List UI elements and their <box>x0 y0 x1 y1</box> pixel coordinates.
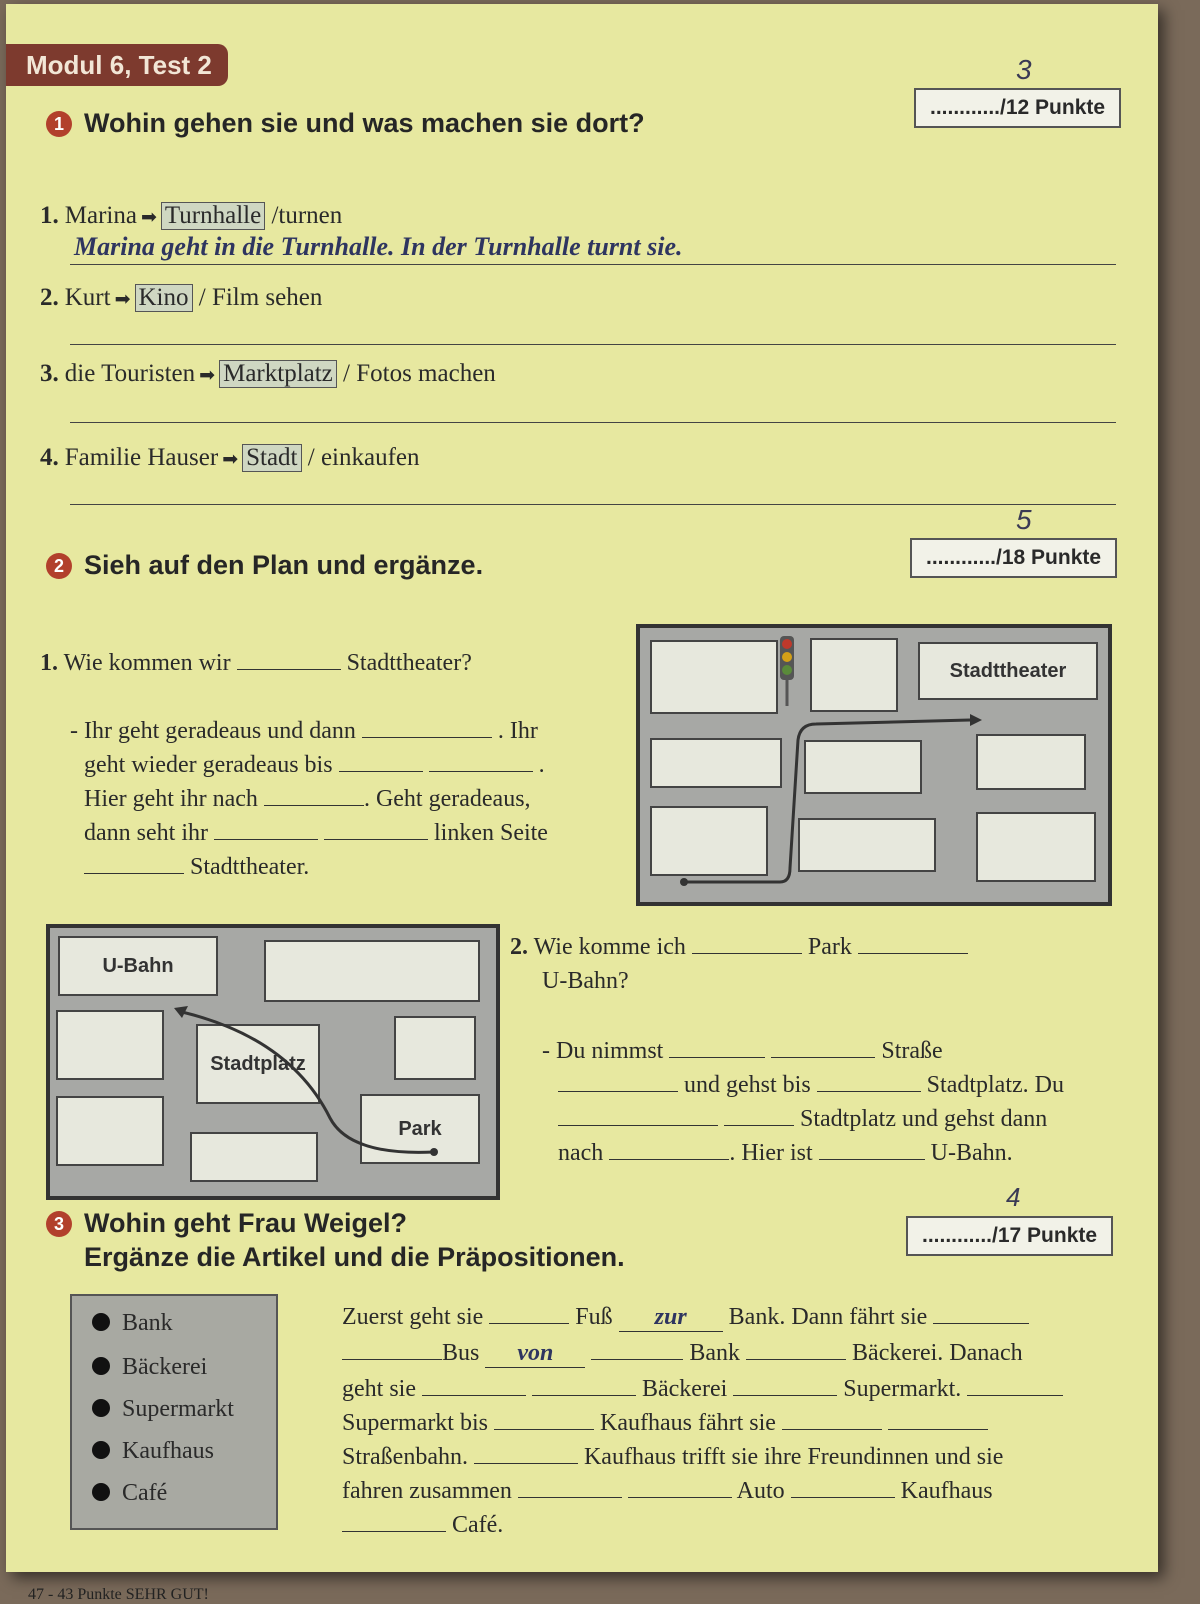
s2-q1-line2 <box>70 718 538 745</box>
bullet-icon <box>92 1483 110 1501</box>
blank[interactable] <box>342 1341 442 1360</box>
section3-score: 4 <box>1006 1182 1021 1212</box>
section2-number: 2 <box>46 553 72 579</box>
text: fahren zusammen <box>342 1478 512 1504</box>
item-subject: Marina <box>64 202 137 229</box>
s2-q1-line1 <box>40 650 472 677</box>
text: Kaufhaus fährt sie <box>599 1410 776 1436</box>
route-line <box>684 720 970 882</box>
s2-q2-line3 <box>542 1038 943 1065</box>
s1-item-3 <box>40 360 496 388</box>
item-subject: die Touristen <box>64 360 196 387</box>
blank[interactable] <box>746 1341 846 1360</box>
route-start <box>680 878 688 886</box>
traffic-light-green <box>782 665 792 675</box>
blank[interactable] <box>858 935 968 954</box>
blank[interactable] <box>967 1377 1063 1396</box>
route-start <box>430 1148 438 1156</box>
text: Wie kommen wir <box>63 650 231 676</box>
section2-title: Sieh auf den Plan und ergänze. <box>84 550 484 580</box>
blank[interactable] <box>791 1479 895 1498</box>
text: Café. <box>452 1512 504 1538</box>
s2-q2-line1 <box>510 934 968 961</box>
text: Bus <box>442 1340 480 1366</box>
legend-label: Bäckerei <box>122 1354 208 1380</box>
blank[interactable] <box>558 1073 678 1092</box>
s2-q1-line6 <box>84 854 309 881</box>
text: Stadtplatz. Du <box>926 1072 1064 1098</box>
text: Zuerst geht sie <box>342 1304 484 1330</box>
blank[interactable] <box>494 1411 594 1430</box>
question-number: 1. <box>40 650 58 676</box>
text: und gehst bis <box>684 1072 811 1098</box>
blank[interactable] <box>518 1479 622 1498</box>
bullet-icon <box>92 1313 110 1331</box>
s2-q1-line3 <box>84 752 545 779</box>
section1-title: Wohin gehen sie und was machen sie dort? <box>84 108 645 138</box>
blank[interactable] <box>591 1341 683 1360</box>
blank[interactable] <box>692 935 802 954</box>
section1-heading <box>46 108 645 138</box>
item-number: 3. <box>40 360 59 387</box>
text: - Du nimmst <box>542 1038 664 1064</box>
text: linken Seite <box>433 820 548 846</box>
text: Fuß <box>575 1304 613 1330</box>
s3-line4 <box>342 1410 988 1437</box>
section2-heading <box>46 550 483 580</box>
s2-q2-line4 <box>558 1072 1064 1099</box>
item-number: 2. <box>40 284 59 311</box>
item-activity: /turnen <box>271 202 343 229</box>
map-block-stadtplatz: Stadtplatz <box>196 1024 320 1104</box>
s2-q1-line5 <box>84 820 548 847</box>
bullet-icon <box>92 1357 110 1375</box>
s3-line2 <box>342 1340 1023 1368</box>
route-path-2 <box>50 928 496 1196</box>
section2-points-box: ............/18 Punkte <box>910 538 1117 578</box>
text: . Ihr <box>497 718 538 744</box>
route-path-1 <box>640 628 1108 902</box>
s3-line7 <box>342 1512 503 1539</box>
text: Wie komme ich <box>533 934 686 960</box>
filled-blank[interactable]: zur <box>619 1304 723 1332</box>
text: Supermarkt. <box>843 1376 962 1402</box>
s1-item-4 <box>40 444 420 472</box>
item-activity: / Fotos machen <box>343 360 496 387</box>
map-block-stadttheater: Stadttheater <box>918 642 1098 700</box>
text: U-Bahn. <box>930 1140 1013 1166</box>
blank[interactable] <box>771 1039 875 1058</box>
text: geht sie <box>342 1376 416 1402</box>
map-block-ubahn: U-Bahn <box>58 936 218 996</box>
question-number: 2. <box>510 934 528 960</box>
item-number: 1. <box>40 202 59 229</box>
text: Auto <box>736 1478 785 1504</box>
arrow-right-icon: ➡ <box>114 288 131 310</box>
legend-label: Kaufhaus <box>122 1438 214 1464</box>
section3-heading <box>46 1208 407 1238</box>
s2-q2-line2: U-Bahn? <box>542 968 629 994</box>
blank[interactable] <box>214 821 318 840</box>
legend-item <box>92 1310 173 1337</box>
text: . <box>538 752 545 778</box>
item-number: 4. <box>40 444 59 471</box>
blank[interactable] <box>342 1513 446 1532</box>
blank[interactable] <box>782 1411 882 1430</box>
blank[interactable] <box>429 753 533 772</box>
traffic-light-red <box>782 639 792 649</box>
text: geht wieder geradeaus bis <box>84 752 333 778</box>
blank[interactable] <box>489 1305 569 1324</box>
item-place: Turnhalle <box>161 202 265 230</box>
section3-title2: Ergänze die Artikel und die Präpositionen. <box>84 1242 625 1272</box>
text: Bank <box>689 1340 741 1366</box>
section3-number: 3 <box>46 1211 72 1237</box>
s1-answer-1: Marina geht in die Turnhalle. In der Turnhalle turnt sie. <box>74 232 683 261</box>
text: Straße <box>881 1038 943 1064</box>
blank[interactable] <box>817 1073 921 1092</box>
section1-number: 1 <box>46 111 72 137</box>
blank[interactable] <box>628 1479 732 1498</box>
text: - Ihr geht geradeaus und dann <box>70 718 356 744</box>
worksheet-page <box>6 4 1158 1572</box>
map-block-park: Park <box>360 1094 480 1164</box>
text: Park <box>807 934 852 960</box>
blank[interactable] <box>888 1411 988 1430</box>
item-subject: Familie Hauser <box>64 444 219 471</box>
blank[interactable] <box>237 651 341 670</box>
item-place: Kino <box>135 284 193 312</box>
section1-score: 3 <box>1016 54 1032 85</box>
text: Bank. Dann fährt sie <box>728 1304 928 1330</box>
traffic-light-yellow <box>782 652 792 662</box>
blank[interactable] <box>819 1141 925 1160</box>
item-activity: / einkaufen <box>307 444 420 471</box>
text: dann seht ihr <box>84 820 208 846</box>
arrow-right-icon: ➡ <box>199 364 216 386</box>
city-map-1 <box>636 624 1112 906</box>
legend-item <box>92 1354 207 1381</box>
blank[interactable] <box>933 1305 1029 1324</box>
blank[interactable] <box>339 753 423 772</box>
text: . Hier ist <box>729 1140 813 1166</box>
s3-line1 <box>342 1304 1029 1332</box>
text: Bäckerei <box>641 1376 728 1402</box>
blank[interactable] <box>558 1107 718 1126</box>
legend-item <box>92 1438 214 1465</box>
section3-title1: Wohin geht Frau Weigel? <box>84 1208 407 1238</box>
text: nach <box>558 1140 604 1166</box>
route-line <box>182 1012 434 1152</box>
bullet-icon <box>92 1441 110 1459</box>
blank[interactable] <box>422 1377 526 1396</box>
section1-points-box: ............/12 Punkte <box>914 88 1121 128</box>
item-subject: Kurt <box>64 284 111 311</box>
legend-label: Supermarkt <box>122 1396 234 1422</box>
s2-q2-line6 <box>558 1140 1013 1167</box>
blank[interactable] <box>532 1377 636 1396</box>
blank[interactable] <box>609 1141 729 1160</box>
arrow-right-icon: ➡ <box>140 206 157 228</box>
blank[interactable] <box>264 787 364 806</box>
legend-label: Bank <box>122 1310 173 1336</box>
blank[interactable] <box>733 1377 837 1396</box>
section3-points-box: ............/17 Punkte <box>906 1216 1113 1256</box>
arrow-right-icon: ➡ <box>222 448 239 470</box>
blank[interactable] <box>84 855 184 874</box>
answer-line-2[interactable] <box>70 344 1116 345</box>
s2-q2-line5 <box>558 1106 1047 1133</box>
legend-item <box>92 1480 167 1507</box>
section2-score: 5 <box>1016 504 1032 535</box>
item-place: Stadt <box>242 444 301 472</box>
text: Stadttheater. <box>190 854 310 880</box>
text: Stadtplatz und gehst dann <box>800 1106 1048 1132</box>
text: Stadttheater? <box>346 650 472 676</box>
s1-item-1 <box>40 202 342 230</box>
answer-line-1[interactable] <box>70 264 1116 265</box>
text: Kaufhaus trifft sie ihre Freundinnen und sie <box>583 1444 1004 1470</box>
footer-score-scale: 47 - 43 Punkte SEHR GUT! <box>28 1586 209 1603</box>
legend-label: Café <box>122 1480 168 1506</box>
blank[interactable] <box>669 1039 765 1058</box>
answer-line-3[interactable] <box>70 422 1116 423</box>
blank[interactable] <box>724 1107 794 1126</box>
city-map-2 <box>46 924 500 1200</box>
text: Kaufhaus <box>900 1478 993 1504</box>
modul-tab: Modul 6, Test 2 <box>6 44 228 86</box>
s3-line3 <box>342 1376 1063 1403</box>
item-activity: / Film sehen <box>198 284 323 311</box>
answer-line-4[interactable] <box>70 504 1116 505</box>
text: Hier geht ihr nach <box>84 786 258 812</box>
blank[interactable] <box>474 1445 578 1464</box>
text: Straßenbahn. <box>342 1444 468 1470</box>
filled-blank[interactable]: von <box>485 1340 585 1368</box>
s3-line5 <box>342 1444 1003 1471</box>
blank[interactable] <box>324 821 428 840</box>
s2-q1-line4 <box>84 786 531 813</box>
route-arrowhead <box>970 714 982 726</box>
places-legend <box>70 1294 278 1530</box>
s1-item-2 <box>40 284 322 312</box>
bullet-icon <box>92 1399 110 1417</box>
text: Bäckerei. Danach <box>852 1340 1023 1366</box>
legend-item <box>92 1396 234 1423</box>
item-place: Marktplatz <box>219 360 337 388</box>
text: Supermarkt bis <box>342 1410 488 1436</box>
s3-line6 <box>342 1478 993 1505</box>
text: . Geht geradeaus, <box>363 786 531 812</box>
blank[interactable] <box>362 719 492 738</box>
